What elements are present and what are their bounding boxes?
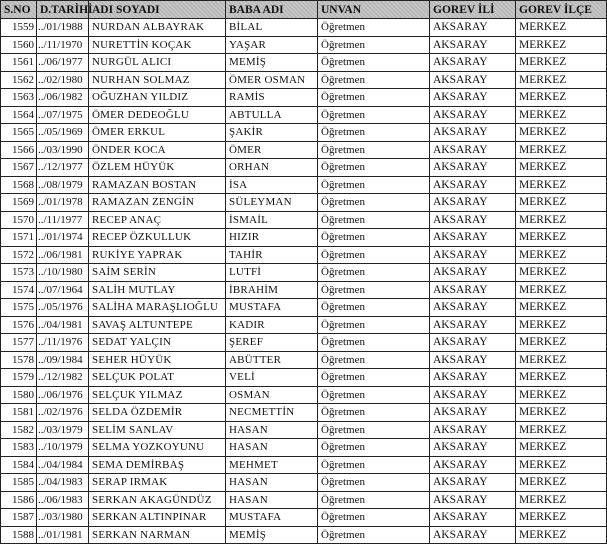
- table-row: [1, 124, 607, 142]
- table-row: [1, 491, 607, 509]
- cell-name: SERAP IRMAK: [89, 474, 226, 492]
- cell-il: AKSARAY: [430, 404, 516, 422]
- cell-baba: HIZIR: [226, 229, 318, 247]
- cell-ilce: MERKEZ: [516, 89, 607, 107]
- cell-sno: 1563: [1, 89, 37, 107]
- cell-il: AKSARAY: [430, 229, 516, 247]
- cell-unvan: Öğretmen: [318, 264, 430, 282]
- cell-il: AKSARAY: [430, 71, 516, 89]
- cell-sno: 1572: [1, 246, 37, 264]
- cell-name: NURHAN SOLMAZ: [89, 71, 226, 89]
- table-row: [1, 281, 607, 299]
- table-row: [1, 369, 607, 387]
- cell-baba: HASAN: [226, 474, 318, 492]
- cell-date: ../10/1979: [37, 439, 89, 457]
- cell-unvan: Öğretmen: [318, 54, 430, 72]
- cell-name: OĞUZHAN YILDIZ: [89, 89, 226, 107]
- cell-name: ÖMER ERKUL: [89, 124, 226, 142]
- cell-unvan: Öğretmen: [318, 299, 430, 317]
- table-row: [1, 351, 607, 369]
- cell-unvan: Öğretmen: [318, 141, 430, 159]
- table-row: [1, 316, 607, 334]
- cell-ilce: MERKEZ: [516, 351, 607, 369]
- table-row: [1, 299, 607, 317]
- cell-date: ../06/1982: [37, 89, 89, 107]
- cell-date: ../01/1988: [37, 19, 89, 37]
- cell-date: ../11/1977: [37, 211, 89, 229]
- cell-unvan: Öğretmen: [318, 404, 430, 422]
- table-row: [1, 246, 607, 264]
- cell-il: AKSARAY: [430, 54, 516, 72]
- cell-unvan: Öğretmen: [318, 439, 430, 457]
- cell-name: SAİM SERİN: [89, 264, 226, 282]
- cell-date: ../05/1969: [37, 124, 89, 142]
- cell-il: AKSARAY: [430, 491, 516, 509]
- cell-sno: 1568: [1, 176, 37, 194]
- table-row: [1, 36, 607, 54]
- table-row: [1, 439, 607, 457]
- cell-date: ../12/1982: [37, 369, 89, 387]
- cell-name: NURDAN ALBAYRAK: [89, 19, 226, 37]
- cell-unvan: Öğretmen: [318, 369, 430, 387]
- cell-ilce: MERKEZ: [516, 316, 607, 334]
- cell-name: RAMAZAN ZENGİN: [89, 194, 226, 212]
- cell-date: ../01/1981: [37, 526, 89, 544]
- cell-unvan: Öğretmen: [318, 456, 430, 474]
- cell-date: ../07/1964: [37, 281, 89, 299]
- cell-date: ../09/1984: [37, 351, 89, 369]
- cell-date: ../11/1976: [37, 334, 89, 352]
- cell-baba: RAMİS: [226, 89, 318, 107]
- cell-date: ../11/1970: [37, 36, 89, 54]
- cell-name: SELÇUK YILMAZ: [89, 386, 226, 404]
- cell-date: ../08/1979: [37, 176, 89, 194]
- cell-baba: NECMETTİN: [226, 404, 318, 422]
- cell-il: AKSARAY: [430, 159, 516, 177]
- cell-date: ../03/1980: [37, 509, 89, 527]
- cell-date: ../12/1977: [37, 159, 89, 177]
- cell-date: ../03/1979: [37, 421, 89, 439]
- table-row: [1, 211, 607, 229]
- cell-ilce: MERKEZ: [516, 386, 607, 404]
- cell-ilce: MERKEZ: [516, 124, 607, 142]
- cell-date: ../01/1978: [37, 194, 89, 212]
- cell-ilce: MERKEZ: [516, 19, 607, 37]
- cell-il: AKSARAY: [430, 141, 516, 159]
- cell-il: AKSARAY: [430, 456, 516, 474]
- cell-ilce: MERKEZ: [516, 264, 607, 282]
- cell-il: AKSARAY: [430, 124, 516, 142]
- cell-il: AKSARAY: [430, 369, 516, 387]
- cell-baba: KADIR: [226, 316, 318, 334]
- cell-unvan: Öğretmen: [318, 421, 430, 439]
- cell-date: ../05/1976: [37, 299, 89, 317]
- cell-ilce: MERKEZ: [516, 54, 607, 72]
- table-header-row: [1, 1, 607, 19]
- cell-name: NURETTİN KOÇAK: [89, 36, 226, 54]
- cell-sno: 1574: [1, 281, 37, 299]
- table-row: [1, 229, 607, 247]
- cell-sno: 1585: [1, 474, 37, 492]
- cell-baba: HASAN: [226, 439, 318, 457]
- header-baba: BABA ADI: [226, 1, 318, 19]
- cell-sno: 1571: [1, 229, 37, 247]
- cell-baba: VELİ: [226, 369, 318, 387]
- cell-sno: 1583: [1, 439, 37, 457]
- cell-sno: 1575: [1, 299, 37, 317]
- cell-ilce: MERKEZ: [516, 369, 607, 387]
- cell-il: AKSARAY: [430, 176, 516, 194]
- cell-unvan: Öğretmen: [318, 229, 430, 247]
- cell-unvan: Öğretmen: [318, 316, 430, 334]
- cell-unvan: Öğretmen: [318, 36, 430, 54]
- cell-ilce: MERKEZ: [516, 299, 607, 317]
- cell-unvan: Öğretmen: [318, 281, 430, 299]
- cell-name: ÖMER DEDEOĞLU: [89, 106, 226, 124]
- cell-date: ../02/1980: [37, 71, 89, 89]
- cell-baba: SÜLEYMAN: [226, 194, 318, 212]
- cell-name: RECEP ANAÇ: [89, 211, 226, 229]
- cell-name: RECEP ÖZKULLUK: [89, 229, 226, 247]
- cell-unvan: Öğretmen: [318, 19, 430, 37]
- cell-ilce: MERKEZ: [516, 106, 607, 124]
- header-sno: S.NO: [1, 1, 37, 19]
- cell-sno: 1564: [1, 106, 37, 124]
- cell-baba: YAŞAR: [226, 36, 318, 54]
- cell-baba: ORHAN: [226, 159, 318, 177]
- header-ilce: GOREV İLÇE: [516, 1, 607, 19]
- cell-il: AKSARAY: [430, 281, 516, 299]
- cell-baba: ÖMER: [226, 141, 318, 159]
- cell-ilce: MERKEZ: [516, 71, 607, 89]
- cell-ilce: MERKEZ: [516, 194, 607, 212]
- cell-sno: 1569: [1, 194, 37, 212]
- cell-baba: MEMİŞ: [226, 54, 318, 72]
- cell-unvan: Öğretmen: [318, 106, 430, 124]
- cell-name: SELÇUK POLAT: [89, 369, 226, 387]
- table-row: [1, 456, 607, 474]
- cell-ilce: MERKEZ: [516, 229, 607, 247]
- header-name: ADI SOYADI: [89, 1, 226, 19]
- cell-ilce: MERKEZ: [516, 456, 607, 474]
- cell-sno: 1579: [1, 369, 37, 387]
- cell-baba: BİLAL: [226, 19, 318, 37]
- cell-date: ../02/1976: [37, 404, 89, 422]
- header-unvan: UNVAN: [318, 1, 430, 19]
- cell-unvan: Öğretmen: [318, 159, 430, 177]
- cell-ilce: MERKEZ: [516, 141, 607, 159]
- table-row: [1, 19, 607, 37]
- cell-sno: 1567: [1, 159, 37, 177]
- cell-name: RUKİYE YAPRAK: [89, 246, 226, 264]
- table-row: [1, 141, 607, 159]
- table-row: [1, 386, 607, 404]
- cell-unvan: Öğretmen: [318, 176, 430, 194]
- cell-sno: 1562: [1, 71, 37, 89]
- cell-name: SERKAN AKAGÜNDÜZ: [89, 491, 226, 509]
- cell-ilce: MERKEZ: [516, 281, 607, 299]
- cell-baba: İSMAİL: [226, 211, 318, 229]
- cell-il: AKSARAY: [430, 351, 516, 369]
- cell-name: SERKAN ALTINPINAR: [89, 509, 226, 527]
- table-row: [1, 421, 607, 439]
- header-il: GOREV İLİ: [430, 1, 516, 19]
- cell-name: SELDA ÖZDEMİR: [89, 404, 226, 422]
- cell-il: AKSARAY: [430, 106, 516, 124]
- cell-baba: TAHİR: [226, 246, 318, 264]
- cell-name: SEHER HÜYÜK: [89, 351, 226, 369]
- cell-il: AKSARAY: [430, 421, 516, 439]
- cell-baba: MUSTAFA: [226, 299, 318, 317]
- cell-ilce: MERKEZ: [516, 159, 607, 177]
- cell-date: ../10/1980: [37, 264, 89, 282]
- cell-baba: ABTULLA: [226, 106, 318, 124]
- table-row: [1, 509, 607, 527]
- cell-name: SALİHA MARAŞLIOĞLU: [89, 299, 226, 317]
- cell-unvan: Öğretmen: [318, 351, 430, 369]
- cell-ilce: MERKEZ: [516, 246, 607, 264]
- cell-unvan: Öğretmen: [318, 526, 430, 544]
- cell-il: AKSARAY: [430, 211, 516, 229]
- cell-unvan: Öğretmen: [318, 194, 430, 212]
- cell-sno: 1588: [1, 526, 37, 544]
- cell-ilce: MERKEZ: [516, 334, 607, 352]
- cell-sno: 1587: [1, 509, 37, 527]
- cell-unvan: Öğretmen: [318, 474, 430, 492]
- cell-name: NURGÜL ALICI: [89, 54, 226, 72]
- cell-date: ../04/1983: [37, 474, 89, 492]
- cell-baba: LUTFİ: [226, 264, 318, 282]
- cell-ilce: MERKEZ: [516, 176, 607, 194]
- table-row: [1, 54, 607, 72]
- cell-name: SELİM SANLAV: [89, 421, 226, 439]
- cell-date: ../04/1984: [37, 456, 89, 474]
- cell-date: ../04/1981: [37, 316, 89, 334]
- cell-unvan: Öğretmen: [318, 491, 430, 509]
- cell-il: AKSARAY: [430, 334, 516, 352]
- cell-baba: MEMİŞ: [226, 526, 318, 544]
- cell-name: SELMA YOZKOYUNU: [89, 439, 226, 457]
- cell-il: AKSARAY: [430, 264, 516, 282]
- cell-baba: HASAN: [226, 421, 318, 439]
- table-row: [1, 526, 607, 544]
- cell-date: ../03/1990: [37, 141, 89, 159]
- table-row: [1, 264, 607, 282]
- table-row: [1, 89, 607, 107]
- cell-ilce: MERKEZ: [516, 491, 607, 509]
- table-row: [1, 71, 607, 89]
- cell-ilce: MERKEZ: [516, 526, 607, 544]
- table-row: [1, 106, 607, 124]
- cell-sno: 1560: [1, 36, 37, 54]
- cell-date: ../06/1981: [37, 246, 89, 264]
- cell-il: AKSARAY: [430, 89, 516, 107]
- cell-sno: 1580: [1, 386, 37, 404]
- table-row: [1, 334, 607, 352]
- cell-name: RAMAZAN BOSTAN: [89, 176, 226, 194]
- cell-unvan: Öğretmen: [318, 509, 430, 527]
- cell-ilce: MERKEZ: [516, 211, 607, 229]
- cell-unvan: Öğretmen: [318, 124, 430, 142]
- cell-name: ÖZLEM HÜYÜK: [89, 159, 226, 177]
- cell-sno: 1565: [1, 124, 37, 142]
- cell-sno: 1577: [1, 334, 37, 352]
- cell-il: AKSARAY: [430, 526, 516, 544]
- cell-ilce: MERKEZ: [516, 439, 607, 457]
- cell-il: AKSARAY: [430, 439, 516, 457]
- cell-unvan: Öğretmen: [318, 89, 430, 107]
- cell-unvan: Öğretmen: [318, 334, 430, 352]
- header-date: D.TARİHİ: [37, 1, 89, 19]
- cell-baba: MUSTAFA: [226, 509, 318, 527]
- table-body: [1, 19, 607, 544]
- cell-name: SEDAT YALÇIN: [89, 334, 226, 352]
- cell-baba: ÖMER OSMAN: [226, 71, 318, 89]
- cell-sno: 1561: [1, 54, 37, 72]
- cell-baba: ŞAKİR: [226, 124, 318, 142]
- cell-baba: ABÜTTER: [226, 351, 318, 369]
- cell-date: ../07/1975: [37, 106, 89, 124]
- cell-ilce: MERKEZ: [516, 421, 607, 439]
- cell-ilce: MERKEZ: [516, 404, 607, 422]
- cell-il: AKSARAY: [430, 509, 516, 527]
- cell-sno: 1573: [1, 264, 37, 282]
- cell-unvan: Öğretmen: [318, 386, 430, 404]
- cell-sno: 1570: [1, 211, 37, 229]
- cell-sno: 1584: [1, 456, 37, 474]
- cell-il: AKSARAY: [430, 474, 516, 492]
- cell-sno: 1586: [1, 491, 37, 509]
- cell-name: SERKAN NARMAN: [89, 526, 226, 544]
- cell-date: ../06/1976: [37, 386, 89, 404]
- cell-sno: 1559: [1, 19, 37, 37]
- cell-name: SAVAŞ ALTUNTEPE: [89, 316, 226, 334]
- cell-il: AKSARAY: [430, 316, 516, 334]
- cell-date: ../06/1983: [37, 491, 89, 509]
- cell-il: AKSARAY: [430, 19, 516, 37]
- cell-ilce: MERKEZ: [516, 509, 607, 527]
- cell-unvan: Öğretmen: [318, 71, 430, 89]
- cell-il: AKSARAY: [430, 36, 516, 54]
- cell-date: ../01/1974: [37, 229, 89, 247]
- cell-il: AKSARAY: [430, 386, 516, 404]
- cell-unvan: Öğretmen: [318, 246, 430, 264]
- cell-il: AKSARAY: [430, 246, 516, 264]
- table-row: [1, 404, 607, 422]
- cell-ilce: MERKEZ: [516, 474, 607, 492]
- cell-sno: 1576: [1, 316, 37, 334]
- cell-sno: 1582: [1, 421, 37, 439]
- cell-sno: 1566: [1, 141, 37, 159]
- cell-baba: İSA: [226, 176, 318, 194]
- cell-sno: 1578: [1, 351, 37, 369]
- cell-il: AKSARAY: [430, 194, 516, 212]
- cell-il: AKSARAY: [430, 299, 516, 317]
- cell-baba: HASAN: [226, 491, 318, 509]
- table-row: [1, 159, 607, 177]
- cell-baba: OSMAN: [226, 386, 318, 404]
- cell-ilce: MERKEZ: [516, 36, 607, 54]
- cell-name: SALİH MUTLAY: [89, 281, 226, 299]
- cell-sno: 1581: [1, 404, 37, 422]
- cell-baba: MEHMET: [226, 456, 318, 474]
- cell-date: ../06/1977: [37, 54, 89, 72]
- cell-name: ÖNDER KOCA: [89, 141, 226, 159]
- cell-baba: ŞEREF: [226, 334, 318, 352]
- table-row: [1, 194, 607, 212]
- table-row: [1, 474, 607, 492]
- cell-name: SEMA DEMİRBAŞ: [89, 456, 226, 474]
- cell-baba: İBRAHİM: [226, 281, 318, 299]
- table-row: [1, 176, 607, 194]
- cell-unvan: Öğretmen: [318, 211, 430, 229]
